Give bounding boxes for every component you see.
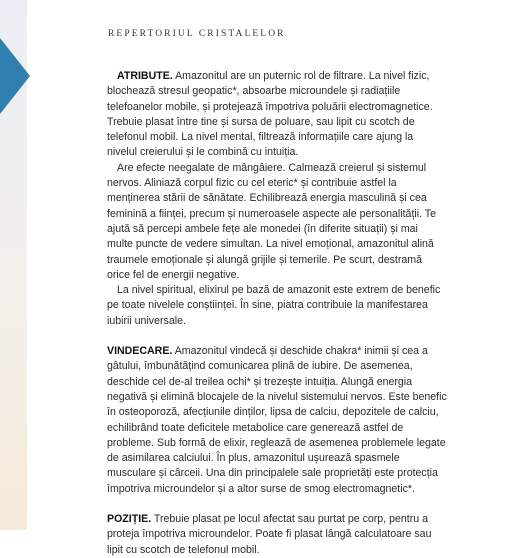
paragraph-gap [107, 497, 477, 512]
line-text: multe puncte de vedere simultan. La nivel emoțional, amazonitul alină [107, 238, 434, 251]
line-text: ajută să percepi ambele fețe ale monedei (în diferite situații) și mai [107, 222, 418, 235]
text-line [107, 375, 477, 390]
line-text: proteja împotriva microundelor. Poate fi plasat lângă calculatoare sau [107, 528, 432, 541]
text-line [107, 405, 477, 420]
line-text: menținerea stării de sănătate. Echilibrează energia masculină și cea [107, 192, 427, 205]
text-line [107, 100, 477, 115]
line-text: echilibrând toate deficitele metabolice care generează astfel de [107, 421, 404, 434]
text-line [107, 466, 477, 481]
line-text: Amazonitul vindecă și deschide chakra* inimii și cea a [174, 345, 428, 358]
text-line [107, 268, 477, 283]
line-text: Amazonitul are un puternic rol de filtrare. La nivel fizic, [175, 70, 430, 82]
text-line [107, 222, 477, 237]
line-text: negativă și elimină blocajele de la nivelul sistemului nervos. Este benefic [107, 390, 447, 403]
chapter-tab-arrow-icon [0, 38, 30, 114]
text-line [107, 512, 477, 527]
line-text: împotriva microundelor și a altor surse de smog electromagnetic*. [107, 482, 415, 495]
text-line [107, 451, 477, 466]
line-text: feminină a ființei, precum și numeroasele aspecte ale personalității. Te [107, 207, 436, 220]
line-text: nivelul creierului și le combină cu intuiția. [107, 146, 299, 159]
line-text: telefonul mobil. La nivel mental, filtrează informațiile care ajung la [107, 131, 414, 144]
text-line [107, 176, 477, 191]
text-line [107, 253, 477, 268]
paragraph-gap [107, 329, 477, 344]
section-heading: VINDECARE. [107, 345, 173, 358]
line-text: musculare și cârceii. Una din principalele sale proprietăți este protecția [107, 467, 438, 480]
text-line [107, 130, 477, 145]
line-text: Trebuie plasat pe locul afectat sau purtat pe corp, pentru a [153, 513, 428, 526]
text-line [107, 145, 477, 160]
line-text: de asimilarea calciului. În plus, amazonitul ușurează spasmele [107, 452, 400, 465]
line-text: Trebuie plasat între tine și sursa de poluare, sau lipit cu scotch de [107, 115, 415, 128]
line-text: La nivel spiritual, elixirul pe bază de amazonit este extrem de benefic [117, 284, 441, 297]
text-line [107, 69, 477, 84]
line-text: blochează stresul geopatic*, absoarbe microundele și radiațiile [107, 85, 401, 98]
section-heading: ATRIBUTE. [117, 70, 173, 82]
text-line [107, 436, 477, 451]
running-header: REPERTORIUL CRISTALELOR [108, 29, 286, 39]
section-heading: POZIȚIE. [107, 513, 152, 526]
text-line [107, 283, 477, 298]
line-text: deschide cel de-al treilea ochi* și trezește intuiția. Alungă energia [107, 375, 413, 388]
line-text: gâtului, îmbunătățind comunicarea plină de iubire. De asemenea, [107, 360, 413, 373]
line-text: lipit cu scotch de telefonul mobil. [107, 543, 260, 556]
text-line [107, 298, 477, 313]
text-line [107, 344, 477, 359]
text-line [107, 161, 477, 176]
text-line [107, 421, 477, 436]
line-text: nervos. Aliniază corpul fizic cu cel eteric* și contribuie astfel la [107, 177, 397, 190]
text-line [107, 359, 477, 374]
page-body [107, 69, 477, 558]
line-text: în osteoporoză, afecțiunile dinților, lipsa de calciu, depozitele de calciu, [107, 406, 439, 419]
text-line [107, 543, 477, 558]
section-poziție [107, 512, 477, 558]
line-text: Are efecte neegalate de mângâiere. Calmează creierul și sistemul [117, 161, 427, 174]
line-text: telefoanelor mobile, și protejează împotriva poluării electromagnetice. [107, 100, 433, 113]
line-text: orice fel de energii negative. [107, 268, 240, 281]
text-line [107, 314, 477, 329]
text-line [107, 84, 477, 99]
section-vindecare [107, 344, 477, 497]
section-atribute [107, 69, 477, 329]
text-line [107, 191, 477, 206]
text-line [107, 237, 477, 252]
line-text: iubirii universale. [107, 314, 186, 327]
text-line [107, 390, 477, 405]
line-text: traumele emoționale și alungă grijile și temerile. Pe scurt, destramă [107, 253, 423, 266]
line-text: pe toate nivelele conștiinței. În sine, piatra contribuie la manifestarea [107, 299, 428, 312]
text-line [107, 115, 477, 130]
text-line [107, 482, 477, 497]
text-line [107, 207, 477, 222]
line-text: probleme. Sub formă de elixir, reglează de asemenea problemele legate [107, 436, 446, 449]
